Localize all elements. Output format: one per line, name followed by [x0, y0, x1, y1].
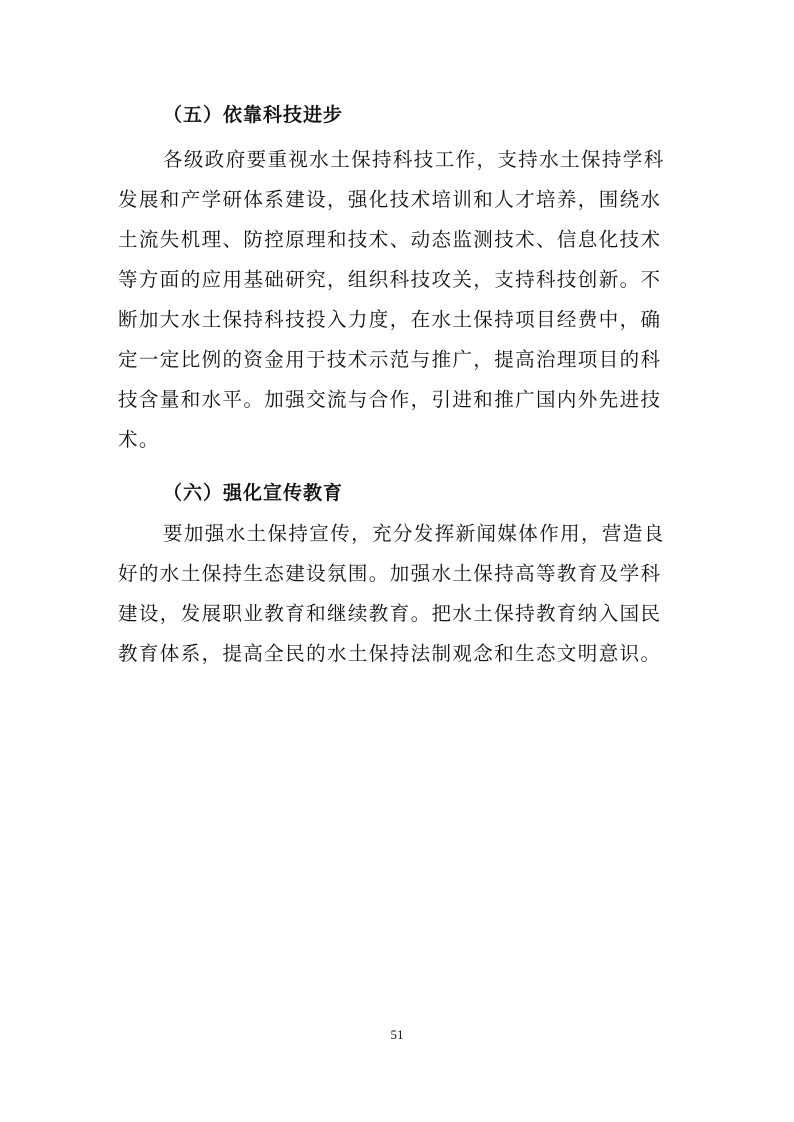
paragraph-line: 要加强水土保持宣传，充分发挥新闻媒体作用，营造良 — [163, 522, 665, 545]
paragraph-line: 定一定比例的资金用于技术示范与推广，提高治理项目的科 — [118, 348, 662, 371]
paragraph-line: 发展和产学研体系建设，强化技术培训和人才培养，围绕水 — [118, 188, 662, 211]
page-number: 51 — [390, 1027, 404, 1042]
paragraph-line: 技含量和水平。加强交流与合作，引进和推广国内外先进技 — [118, 388, 662, 411]
paragraph-line: 术。 — [118, 428, 160, 451]
paragraph-line: 各级政府要重视水土保持科技工作，支持水土保持学科 — [163, 148, 665, 171]
paragraph-line: 好的水土保持生态建设氛围。加强水土保持高等教育及学科 — [118, 562, 662, 585]
paragraph-line: 教育体系，提高全民的水土保持法制观念和生态文明意识。 — [118, 642, 662, 665]
section-heading-5: （五）依靠科技进步 — [163, 104, 344, 126]
paragraph-line: 土流失机理、防控原理和技术、动态监测技术、信息化技术 — [118, 228, 662, 251]
paragraph-line: 断加大水土保持科技投入力度，在水土保持项目经费中，确 — [118, 308, 662, 331]
paragraph-line: 建设，发展职业教育和继续教育。把水土保持教育纳入国民 — [118, 602, 662, 625]
section-heading-6: （六）强化宣传教育 — [163, 482, 344, 504]
paragraph-line: 等方面的应用基础研究，组织科技攻关，支持科技创新。不 — [118, 268, 662, 291]
